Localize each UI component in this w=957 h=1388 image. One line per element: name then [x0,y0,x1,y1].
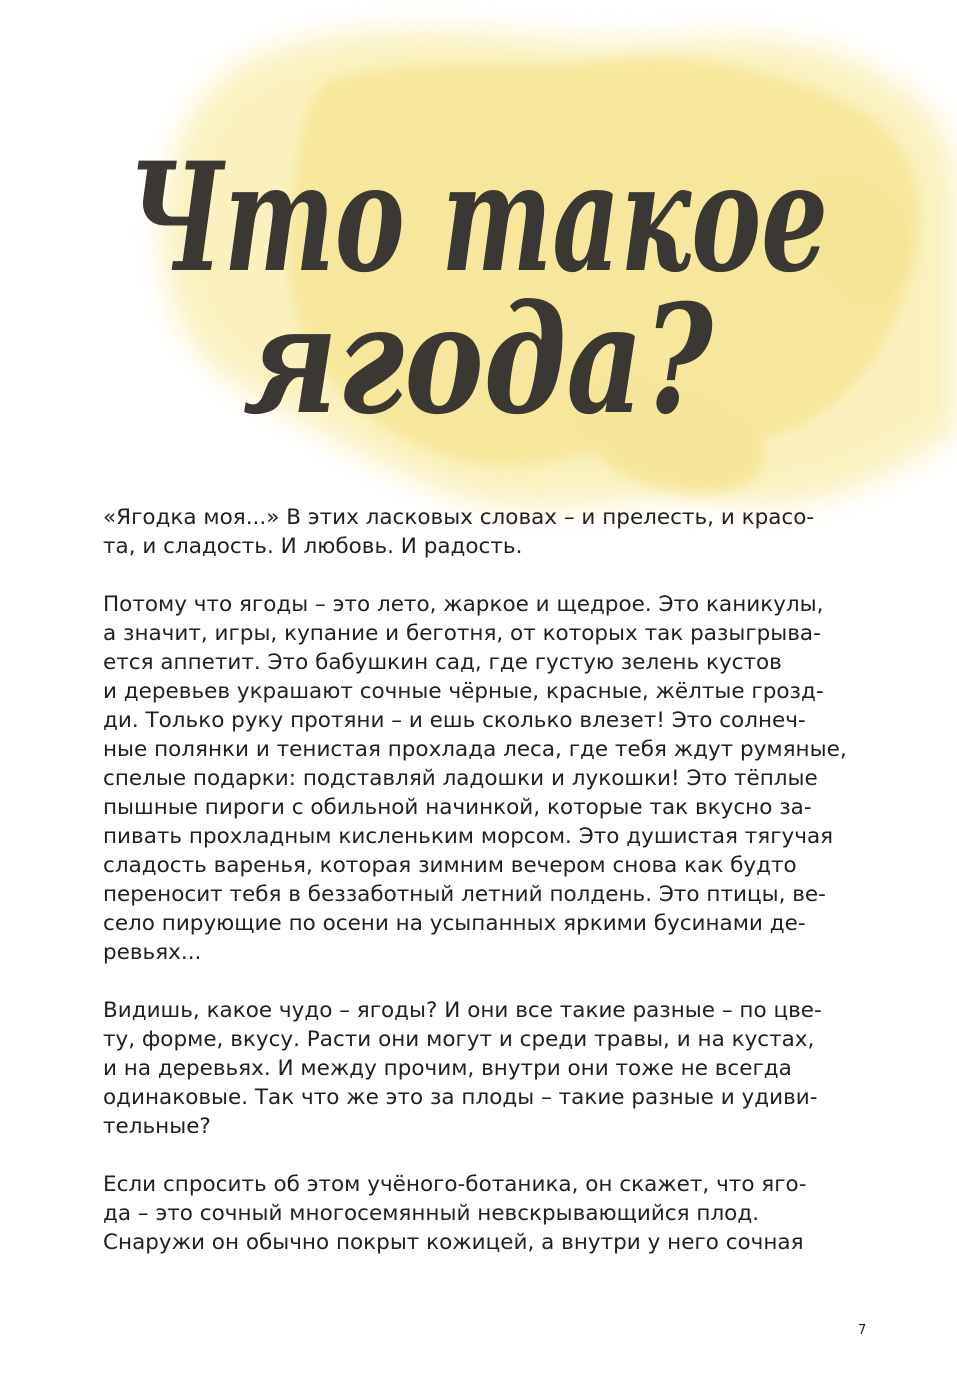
text-line: та, и сладость. И любовь. И радость. [103,534,523,559]
text-line: ревьях... [103,940,202,965]
title-line-2: ягода? [243,272,715,448]
text-line: пивать прохладным кисленьким морсом. Это душистая тягучая [103,824,834,849]
text-line: Если спросить об этом учёного-ботаника, он скажет, что яго- [103,1172,807,1197]
paragraph-1 [103,503,863,561]
page-title [0,0,957,460]
text-line: ется аппетит. Это бабушкин сад, где густую зелень кустов [103,650,782,675]
title-line-1: Что такое [128,130,828,306]
text-line: одинаковые. Так что же это за плоды – такие разные и удиви- [103,1085,818,1110]
text-line: тельные? [103,1114,211,1139]
text-line: пышные пироги с обильной начинкой, которые так вкусно за- [103,795,812,820]
text-line: село пирующие по осени на усыпанных яркими бусинами де- [103,911,806,936]
text-line: и на деревьях. И между прочим, внутри они тоже не всегда [103,1056,792,1081]
text-line: сладость варенья, которая зимним вечером снова как будто [103,853,797,878]
text-line: ные полянки и тенистая прохлада леса, где тебя ждут румяные, [103,737,847,762]
text-line: ди. Только руку протяни – и ешь сколько влезет! Это солнеч- [103,708,806,733]
body-text [103,503,863,1286]
text-line: «Ягодка моя...» В этих ласковых словах – и прелесть, и красо- [103,505,815,530]
paragraph-2 [103,590,863,967]
text-line: Видишь, какое чудо – ягоды? И они все такие разные – по цве- [103,998,822,1023]
text-line: ту, форме, вкусу. Расти они могут и среди травы, и на кустах, [103,1027,815,1052]
paragraph-3 [103,996,863,1141]
text-line: Снаружи он обычно покрыт кожицей, а внутри у него сочная [103,1230,804,1255]
text-line: спелые подарки: подставляй ладошки и лукошки! Это тёплые [103,766,818,791]
paragraph-4 [103,1170,863,1257]
text-line: Потому что ягоды – это лето, жаркое и щедрое. Это каникулы, [103,592,824,617]
text-line: и деревьев украшают сочные чёрные, красные, жёлтые грозд- [103,679,824,704]
page-number: 7 [858,1323,867,1338]
text-line: а значит, игры, купание и беготня, от которых так разыгрыва- [103,621,821,646]
text-line: да – это сочный многосемянный невскрывающийся плод. [103,1201,760,1226]
text-line: переносит тебя в беззаботный летний полдень. Это птицы, ве- [103,882,826,907]
